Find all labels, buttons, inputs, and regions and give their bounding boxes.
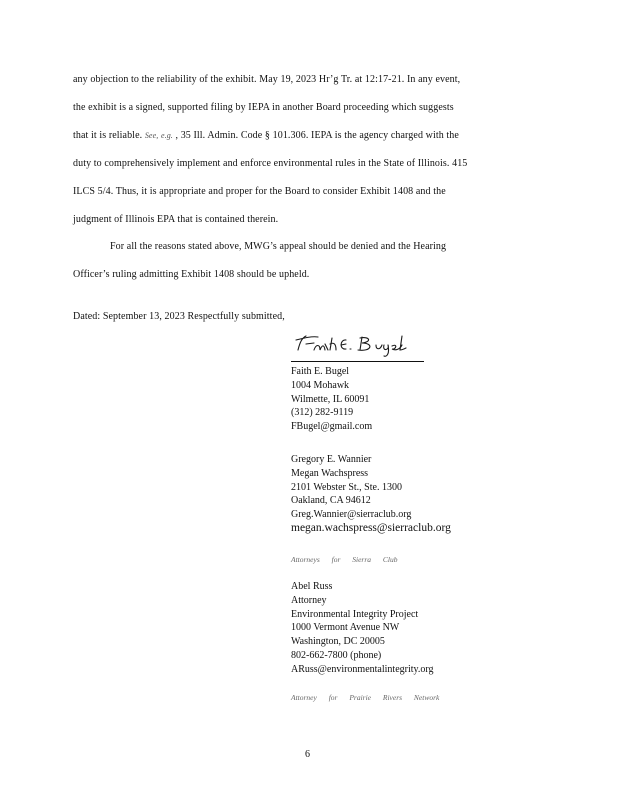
attorney-line: Attorney [291,594,327,606]
attorney-line: 2101 Webster St., Ste. 1300 [291,481,402,493]
signature-line [291,361,424,362]
body-line-2: the exhibit is a signed, supported filing by IEPA in another Board proceeding which suggests [73,102,454,113]
page-number: 6 [305,749,310,760]
body-line-7: For all the reasons stated above, MWG’s appeal should be denied and the Hearing [110,241,447,252]
body-line-1: any objection to the reliability of the exhibit. May 19, 2023 Hr’g Tr. at 12:17-21. In any event, [73,74,461,85]
body-line-3-end: , 35 Ill. Admin. Code § 101.306. IEPA is the agency charged with the [175,130,459,141]
role-prairie-rivers: Attorney for Prairie Rivers Network [291,693,440,702]
attorney-line: Wilmette, IL 60091 [291,393,370,405]
attorney-email: ARuss@environmentalintegrity.org [291,663,434,675]
body-line-5: ILCS 5/4. Thus, it is appropriate and proper for the Board to consider Exhibit 1408 and the [73,186,446,197]
body-line-6: judgment of Illinois EPA that is contained therein. [73,214,279,225]
attorney-line: Megan Wachspress [291,467,369,479]
citation-eg: e.g. [160,131,173,140]
attorney-block-bugel [291,365,372,434]
attorney-email: Greg.Wannier@sierraclub.org [291,509,412,521]
attorney-block-russ [291,580,434,677]
dated-line: Dated: September 13, 2023 Respectfully submitted, [73,311,285,322]
attorney-line: (312) 282-9119 [291,407,354,419]
citation-see: See, [144,131,159,140]
attorney-line: Faith E. Bugel [291,366,350,377]
signature-image [292,330,412,360]
attorney-line: 1000 Vermont Avenue NW [291,622,400,634]
attorney-line: 802-662-7800 (phone) [291,649,382,661]
body-line-4: duty to comprehensively implement and enforce environmental rules in the State of Illinois. 415 [73,158,468,169]
attorney-email: FBugel@gmail.com [291,421,373,433]
attorney-line: Gregory E. Wannier [291,454,372,465]
attorney-block-wannier-wachspress [291,453,411,522]
attorney-line: Oakland, CA 94612 [291,495,371,507]
attorney-line: Washington, DC 20005 [291,636,385,648]
attorney-line: Environmental Integrity Project [291,608,419,620]
body-line-3-start: that it is reliable. [73,130,143,141]
role-sierra-club: Attorneys for Sierra Club [291,555,398,564]
body-line-3 [73,130,459,141]
body-line-8: Officer’s ruling admitting Exhibit 1408 should be upheld. [73,269,310,280]
attorney-line: 1004 Mohawk [291,379,350,391]
attorney-email-wachspress: megan.wachspress@sierraclub.org [291,522,451,534]
attorney-line: Abel Russ [291,581,333,592]
